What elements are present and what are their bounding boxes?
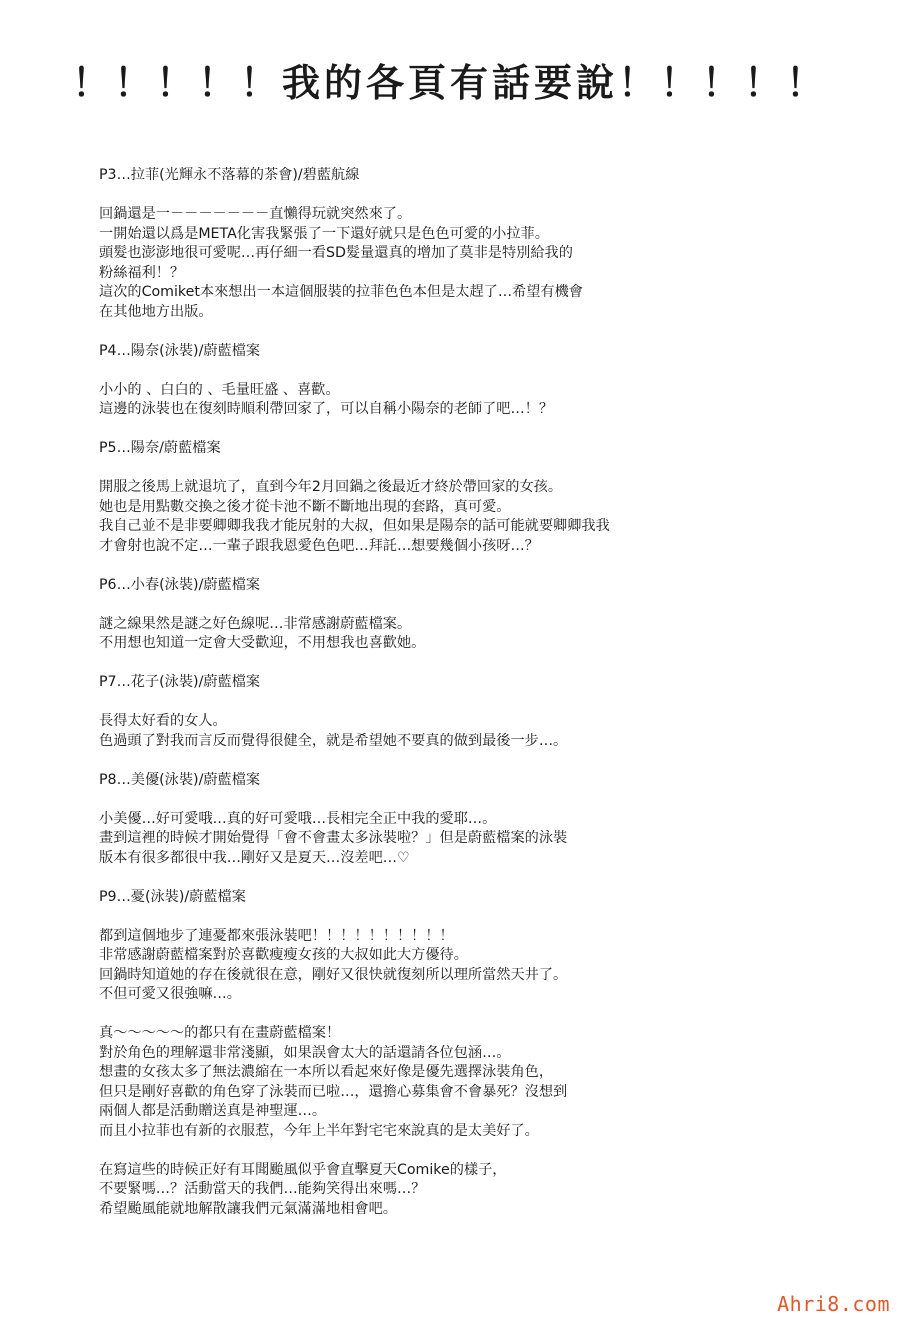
text-line: 兩個人都是活動贈送真是神聖運…。 — [99, 1103, 327, 1119]
text-line: 畫到這裡的時候才開始覺得「會不會畫太多泳裝啦？」但是蔚藍檔案的泳裝 — [99, 830, 568, 846]
text-line: 這邊的泳裝也在復刻時順利帶回家了，可以自稱小陽奈的老師了吧…！？ — [99, 401, 554, 417]
text-line: 希望颱風能就地解散讓我們元氣滿滿地相會吧。 — [99, 1200, 397, 1217]
section-heading: P5…陽奈/蔚藍檔案 — [99, 440, 221, 456]
paragraph — [99, 615, 819, 654]
section-heading: P6…小春(泳裝)/蔚藍檔案 — [99, 576, 261, 593]
text-line: 在寫這些的時候正好有耳聞颱風似乎會直擊夏天Comike的樣子， — [99, 1161, 507, 1178]
page-section — [99, 166, 819, 322]
text-line: 非常感謝蔚藍檔案對於喜歡瘦瘦女孩的大叔如此大方優待。 — [99, 947, 468, 963]
text-line: 而且小拉菲也有新的衣服惹，今年上半年對宅宅來說真的是太美好了。 — [99, 1122, 539, 1139]
text-line: 謎之線果然是謎之好色線呢…非常感謝蔚藍檔案。 — [99, 615, 412, 632]
text-line: 長得太好看的女人。 — [99, 713, 227, 729]
section-heading: P8…美優(泳裝)/蔚藍檔案 — [99, 771, 261, 788]
text-line: 小小的 、白白的 、毛量旺盛 、喜歡。 — [99, 381, 340, 398]
paragraph — [99, 927, 819, 1005]
paragraph — [99, 712, 819, 751]
text-line: 我自己並不是非要卿卿我我才能尻射的大叔，但如果是陽奈的話可能就要卿卿我我 — [99, 518, 610, 534]
page-section — [99, 654, 819, 752]
section-heading: P4…陽奈(泳裝)/蔚藍檔案 — [99, 342, 261, 359]
text-line: 才會射也說不定…一輩子跟我恩愛色色吧…拜託…想要幾個小孩呀…？ — [99, 537, 539, 554]
page-section — [99, 751, 819, 868]
section-heading: P9…憂(泳裝)/蔚藍檔案 — [99, 888, 246, 905]
afterword-body — [99, 166, 819, 1219]
text-line: 她也是用點數交換之後才從卡池不斷不斷地出現的套路，真可愛。 — [99, 498, 511, 515]
text-line: 但只是剛好喜歡的角色穿了泳裝而已啦…，還擔心募集會不會暴死？沒想到 — [99, 1083, 568, 1100]
section-heading: P3…拉菲(光輝永不落幕的茶會)/碧藍航線 — [99, 167, 360, 183]
paragraph — [99, 1024, 819, 1141]
text-line: 回鍋還是一－－－－－－－直懶得玩就突然來了。 — [99, 206, 412, 222]
text-line: 一開始還以爲是META化害我緊張了一下還好就只是色色可愛的小拉菲。 — [99, 225, 549, 242]
paragraph — [99, 1161, 819, 1220]
text-line: 這次的Comiket本來想出一本這個服裝的拉菲色色本但是太趕了…希望有機會 — [99, 284, 583, 300]
paragraph — [99, 381, 819, 420]
text-line: 回鍋時知道她的存在後就很在意，剛好又很快就復刻所以理所當然天井了。 — [99, 966, 568, 983]
text-line: 色過頭了對我而言反而覺得很健全，就是希望她不要真的做到最後一步…。 — [99, 732, 568, 749]
text-line: 版本有很多都很中我…剛好又是夏天…沒差吧…♡ — [99, 849, 410, 866]
section-spacer — [99, 556, 819, 576]
page-section — [99, 868, 819, 1219]
page-section — [99, 556, 819, 654]
section-spacer — [99, 322, 819, 342]
section-spacer — [99, 751, 819, 771]
text-line: 在其他地方出版。 — [99, 303, 213, 320]
paragraph — [99, 810, 819, 869]
section-heading: P7…花子(泳裝)/蔚藍檔案 — [99, 674, 261, 690]
text-line: 對於角色的理解還非常淺顯，如果誤會太大的話還請各位包涵…。 — [99, 1044, 511, 1061]
section-spacer — [99, 420, 819, 440]
text-line: 不用想也知道一定會大受歡迎，不用想我也喜歡她。 — [99, 635, 426, 651]
text-line: 頭髮也澎澎地很可愛呢…再仔細一看SD髮量還真的增加了莫非是特別給我的 — [99, 245, 573, 261]
text-line: 不要緊嗎…？活動當天的我們…能夠笑得出來嗎…？ — [99, 1181, 426, 1197]
section-spacer — [99, 654, 819, 674]
text-line: 都到這個地步了連憂都來張泳裝吧！！！！！！！！！！ — [99, 927, 454, 944]
text-line: 真～～～～～的都只有在畫蔚藍檔案！ — [99, 1025, 341, 1041]
page-section — [99, 322, 819, 420]
text-line: 粉絲福利！？ — [99, 264, 185, 281]
watermark: Ahri8.com — [777, 1292, 890, 1316]
paragraph — [99, 205, 819, 322]
text-line: 小美優…好可愛哦…真的好可愛哦…長相完全正中我的愛耶…。 — [99, 810, 497, 827]
text-line: 想畫的女孩太多了無法濃縮在一本所以看起來好像是優先選擇泳裝角色， — [99, 1064, 554, 1080]
text-line: 開服之後馬上就退坑了，直到今年2月回鍋之後最近才終於帶回家的女孩。 — [99, 479, 563, 495]
section-spacer — [99, 868, 819, 888]
paragraph — [99, 478, 819, 556]
page-section — [99, 420, 819, 557]
text-line: 不但可愛又很強嘛…。 — [99, 986, 241, 1002]
page-title: ！！！！！我的各頁有話要說！！！！！ — [71, 61, 828, 105]
